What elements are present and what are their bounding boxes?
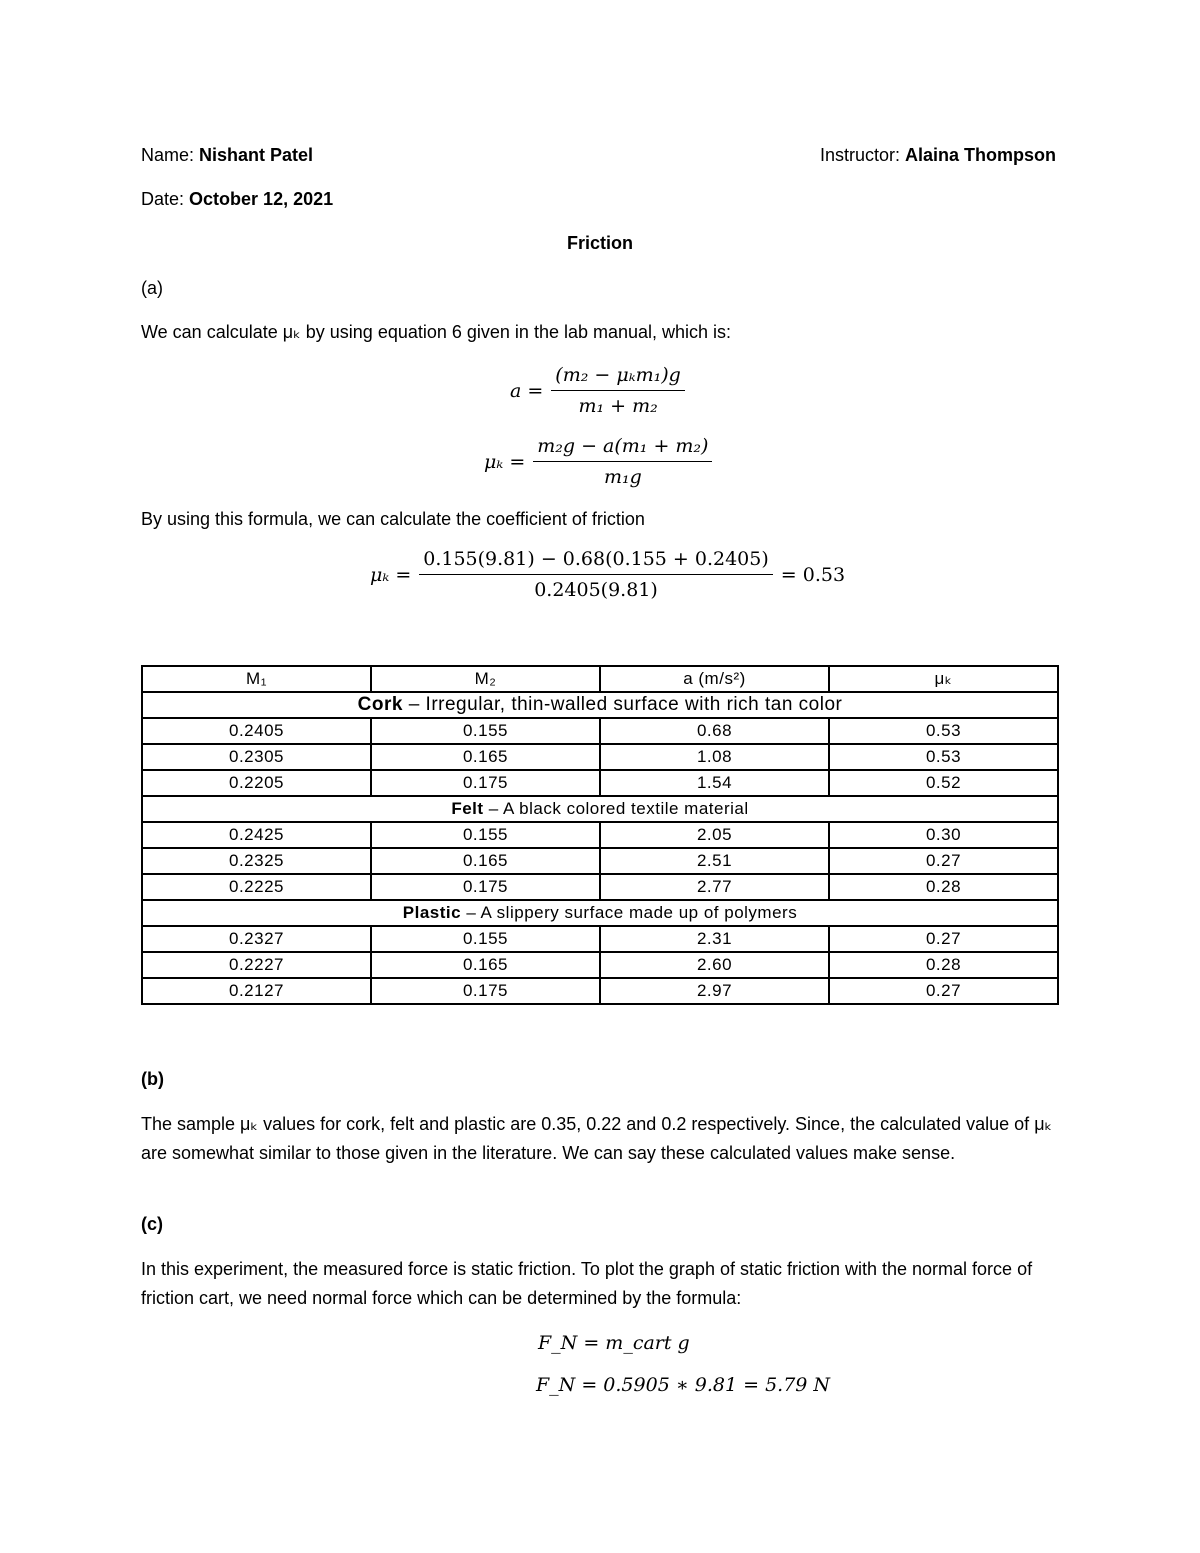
friction-data-table (141, 665, 1059, 1005)
cell-m1: 0.2305 (142, 744, 371, 770)
table-row (142, 848, 1058, 874)
cell-a: 1.08 (600, 744, 829, 770)
eq2-lhs: μₖ = (484, 450, 526, 473)
eq3-rhs: = 0.53 (780, 563, 846, 586)
instructor-value: Alaina Thompson (904, 145, 1056, 165)
cell-mu: 0.28 (829, 952, 1058, 978)
table-row (142, 744, 1058, 770)
eq3-lhs: μₖ = (370, 563, 412, 586)
cell-m1: 0.2327 (142, 926, 371, 952)
date-value: October 12, 2021 (189, 189, 334, 209)
group-cell-felt (142, 796, 1058, 822)
column-header-acceleration: a (m/s²) (600, 666, 829, 692)
material-description: – A black colored textile material (483, 799, 749, 818)
table-row (142, 822, 1058, 848)
table-header-row (142, 666, 1058, 692)
eq3-denominator: 0.2405(9.81) (534, 579, 658, 601)
part-a-intro: We can calculate μₖ by using equation 6 given in the lab manual, which is: (141, 322, 732, 342)
cell-a: 2.77 (600, 874, 829, 900)
eq3-numerator: 0.155(9.81) − 0.68(0.155 + 0.2405) (419, 548, 773, 575)
part-b-text: The sample μₖ values for cork, felt and plastic are 0.35, 0.22 and 0.2 respectively. Since, the calculated value of μₖ are somewhat similar to those given in the literature. We can say these calculated values make sense. (141, 1114, 1053, 1163)
column-header-m1: M₁ (142, 666, 371, 692)
cell-mu: 0.30 (829, 822, 1058, 848)
cell-mu: 0.27 (829, 926, 1058, 952)
page-title: Friction (567, 233, 633, 253)
part-c-text: In this experiment, the measured force is static friction. To plot the graph of static friction with the normal force of friction cart, we need normal force which can be determined by the formula: (141, 1259, 1033, 1308)
eq1-denominator: m₁ + m₂ (578, 395, 658, 417)
cell-m2: 0.165 (371, 848, 600, 874)
cell-m1: 0.2325 (142, 848, 371, 874)
eq1-lhs: a = (510, 379, 544, 402)
cell-m1: 0.2205 (142, 770, 371, 796)
name-line (141, 145, 313, 166)
group-header-cork (142, 692, 1058, 718)
column-header-m2: M₂ (371, 666, 600, 692)
part-c-label: (c) (141, 1214, 163, 1234)
cell-mu: 0.27 (829, 848, 1058, 874)
cell-mu: 0.28 (829, 874, 1058, 900)
normal-force-calculation: F_N = 0.5905 ∗ 9.81 = 5.79 N (536, 1374, 831, 1396)
cell-mu: 0.52 (829, 770, 1058, 796)
eq2-numerator: m₂g − a(m₁ + m₂) (533, 435, 712, 462)
cell-a: 0.68 (600, 718, 829, 744)
table-row (142, 718, 1058, 744)
cell-m1: 0.2225 (142, 874, 371, 900)
cell-m1: 0.2405 (142, 718, 371, 744)
date-line (141, 189, 333, 210)
name-value: Nishant Patel (199, 145, 314, 165)
cell-mu: 0.53 (829, 744, 1058, 770)
instructor-label: Instructor: (819, 145, 900, 165)
cell-a: 2.97 (600, 978, 829, 1004)
part-a-label: (a) (141, 278, 163, 298)
eq2-fraction (533, 435, 712, 488)
cell-m1: 0.2425 (142, 822, 371, 848)
table-row (142, 874, 1058, 900)
cell-a: 1.54 (600, 770, 829, 796)
cell-m2: 0.175 (371, 978, 600, 1004)
eq1-fraction (551, 364, 685, 417)
eq2-denominator: m₁g (603, 466, 642, 488)
eq3-fraction (419, 548, 773, 601)
cell-m1: 0.2127 (142, 978, 371, 1004)
material-name: Cork (357, 694, 403, 715)
table-row (142, 926, 1058, 952)
cell-a: 2.60 (600, 952, 829, 978)
part-b-label: (b) (141, 1069, 164, 1089)
cell-m2: 0.155 (371, 718, 600, 744)
column-header-mu-k: μₖ (829, 666, 1058, 692)
cell-m1: 0.2227 (142, 952, 371, 978)
instructor-line (820, 145, 1056, 166)
cell-a: 2.31 (600, 926, 829, 952)
material-description: – A slippery surface made up of polymers (461, 903, 798, 922)
equation-mu-k (484, 435, 712, 488)
group-cell-cork (142, 692, 1058, 718)
equation-mu-k-calc (370, 548, 845, 601)
group-header-felt (142, 796, 1058, 822)
material-name: Felt (451, 799, 484, 818)
cell-m2: 0.155 (371, 822, 600, 848)
cell-a: 2.05 (600, 822, 829, 848)
cell-m2: 0.165 (371, 744, 600, 770)
normal-force-formula: F_N = m_cart g (538, 1332, 690, 1354)
cell-m2: 0.165 (371, 952, 600, 978)
eq1-numerator: (m₂ − μₖm₁)g (551, 364, 685, 391)
cell-a: 2.51 (600, 848, 829, 874)
name-label: Name: (141, 145, 195, 165)
equation-acceleration (510, 364, 685, 417)
date-label: Date: (141, 189, 185, 209)
material-description: – Irregular, thin-walled surface with rich tan color (402, 694, 843, 715)
cell-mu: 0.27 (829, 978, 1058, 1004)
group-header-plastic (142, 900, 1058, 926)
part-a-after: By using this formula, we can calculate the coefficient of friction (141, 509, 645, 529)
table-row (142, 952, 1058, 978)
cell-mu: 0.53 (829, 718, 1058, 744)
material-name: Plastic (402, 903, 462, 922)
cell-m2: 0.175 (371, 874, 600, 900)
table-row (142, 978, 1058, 1004)
cell-m2: 0.155 (371, 926, 600, 952)
group-cell-plastic (142, 900, 1058, 926)
table-row (142, 770, 1058, 796)
cell-m2: 0.175 (371, 770, 600, 796)
